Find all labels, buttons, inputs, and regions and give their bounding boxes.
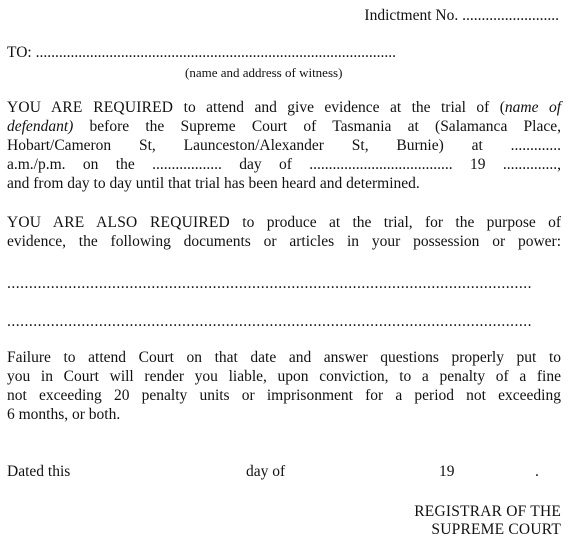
para2-line-2: evidence, the following documents or articles in your possession or power: — [7, 233, 561, 250]
registrar-line-2: SUPREME COURT — [431, 521, 561, 538]
para1-line-2: defendant) before the Supreme Court of Tasmania at (Salamanca Place, — [7, 118, 561, 135]
paragraph-produce-documents — [7, 213, 561, 251]
registrar-line-1: REGISTRAR OF THE — [414, 503, 561, 520]
para1-line-5: and from day to day until that trial has been heard and determined. — [7, 175, 420, 192]
year-prefix: 19 — [439, 463, 455, 480]
para3-line-1: Failure to attend Court on that date and answer questions properly put to — [7, 349, 561, 366]
day-of-label: day of — [246, 463, 286, 480]
dated-this-label: Dated this — [7, 463, 71, 480]
para1-line-3: Hobart/Cameron St, Launceston/Alexander St, Burnie) at ............. — [7, 137, 561, 154]
para2-line-1: YOU ARE ALSO REQUIRED to produce at the trial, for the purpose of — [7, 214, 561, 231]
para3-line-4: 6 months, or both. — [7, 406, 121, 423]
documents-blank-line-1: ........................................................................................................................ — [7, 275, 532, 292]
to-line: TO: ............................................................................................. — [7, 44, 396, 61]
witness-caption: (name and address of witness) — [185, 65, 343, 80]
para1-line-4: a.m./p.m. on the .................. day of ..................................... 19 .............., — [7, 156, 561, 173]
documents-blank-line-2: ........................................................................................................................ — [7, 313, 532, 330]
indictment-number: Indictment No. ......................... — [364, 7, 559, 24]
para3-line-3: not exceeding 20 penalty units or imprisonment for a period not exceeding — [7, 387, 561, 404]
paragraph-failure-penalty — [7, 348, 561, 424]
paragraph-required-attend — [7, 98, 561, 193]
para3-line-2: you in Court will render you liable, upon conviction, to a penalty of a fine — [7, 368, 561, 385]
para1-line-1: YOU ARE REQUIRED to attend and give evidence at the trial of (name of — [7, 99, 562, 116]
dated-period: . — [535, 463, 539, 480]
